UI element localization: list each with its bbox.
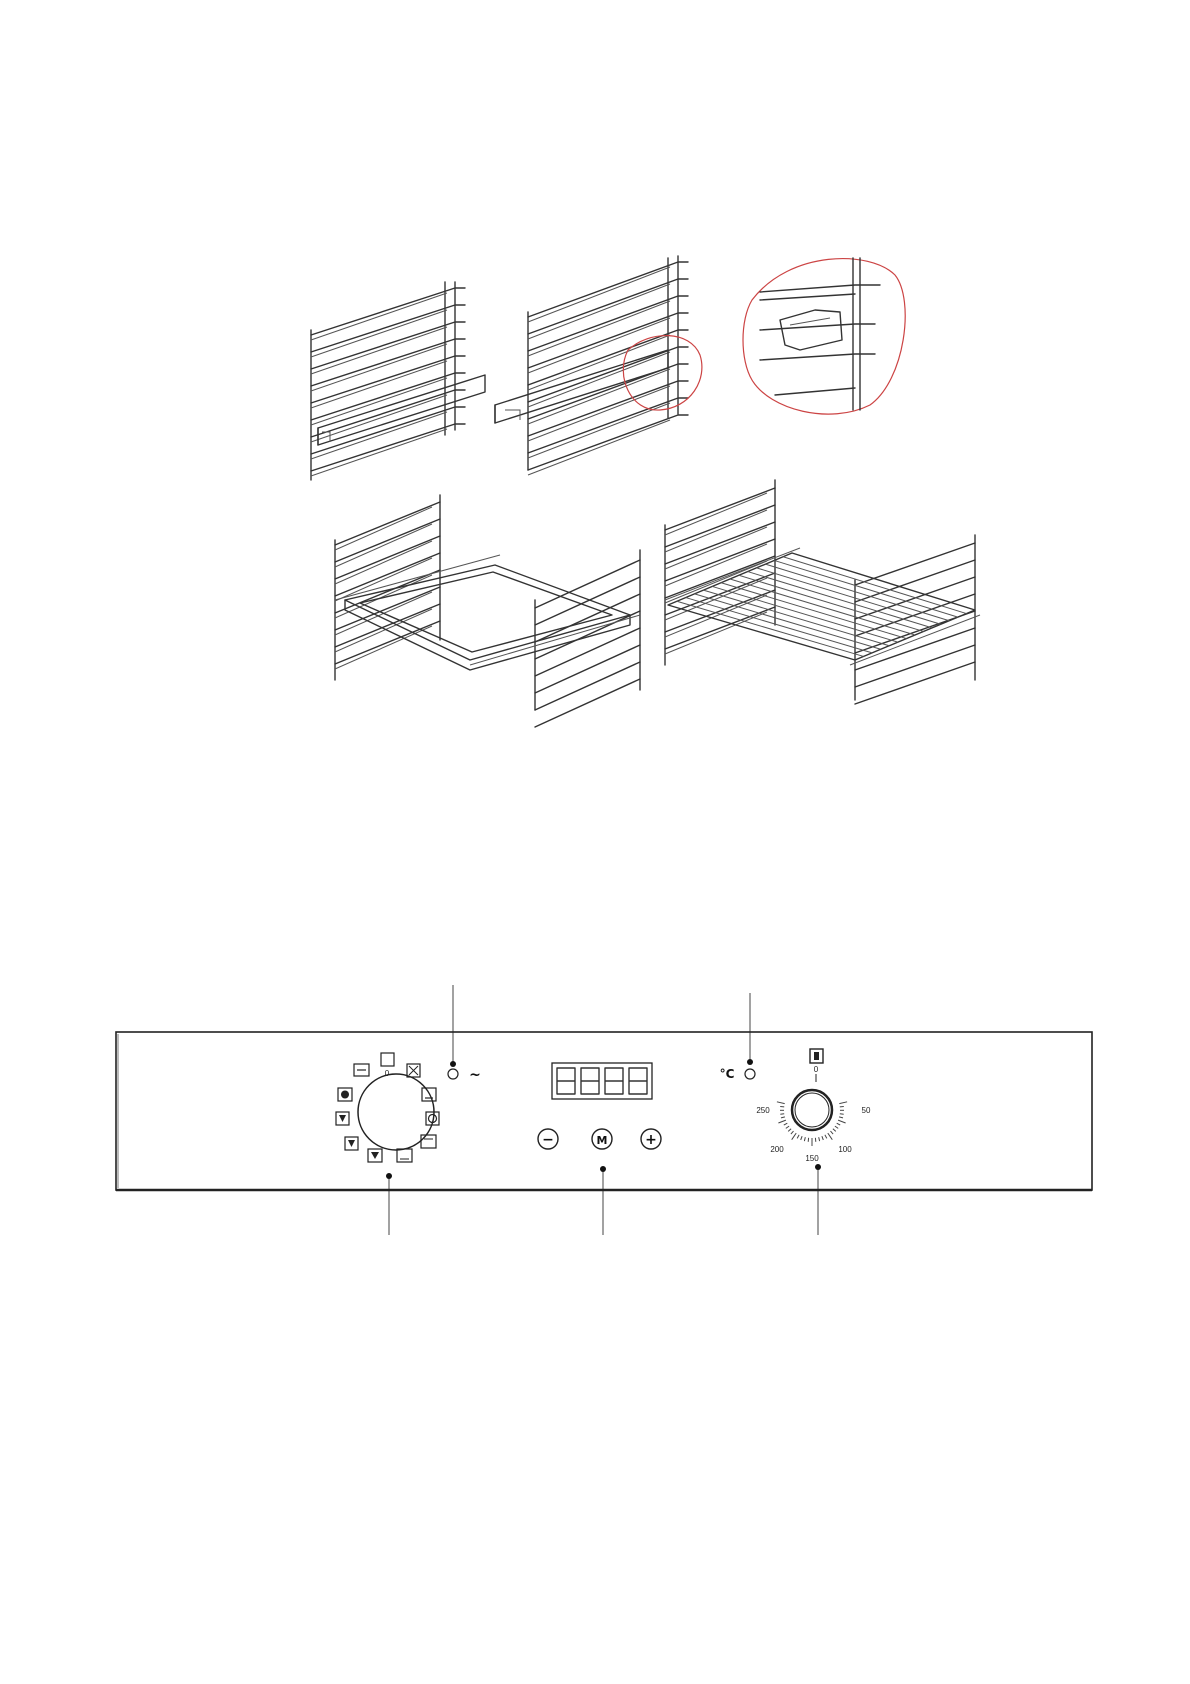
temp-label-200: 200 [770,1145,784,1154]
rack-rung [335,626,432,669]
power-symbol: ~ [469,1067,481,1083]
display-digit [605,1068,623,1094]
rack-rung [335,519,440,562]
rack-rung [788,1129,791,1132]
rack-rung [801,1136,802,1140]
rack-rung [528,262,688,317]
mode-button[interactable] [592,1129,612,1149]
display-digit [629,1068,647,1094]
rack-rung [311,378,447,425]
control-panel [116,985,1092,1235]
rack-rung [831,1131,834,1134]
rack-rung [311,429,447,476]
rack-rung [665,505,775,547]
rack-rung [781,1117,785,1118]
rack-rung [335,621,440,664]
rack-with-grid-illustration [665,480,980,704]
rack-rung [311,412,447,459]
minus-button[interactable] [538,1129,558,1149]
temp-label-100: 100 [838,1145,852,1154]
rack-rung [739,575,924,631]
rack-rung [311,327,447,374]
rack-rung [311,395,447,442]
rack-rung [804,1137,805,1141]
rack-with-tray-illustration [335,495,640,727]
function-knob[interactable] [358,1074,434,1150]
display-digit [557,1068,575,1094]
celsius-symbol: °C [719,1067,735,1081]
rack-rung [783,557,966,614]
rack-rung [686,598,872,653]
detail-zoom-illustration [743,258,905,414]
rack-rung [792,1133,797,1140]
rack-rung [838,1120,846,1123]
rack-rung [335,604,440,647]
rack-right-illustration [495,256,702,475]
rack-rung [835,1126,838,1128]
thermostat-indicator-light [745,1069,755,1079]
rack-rung [855,594,975,636]
rack-rung [528,267,670,322]
temp-label-150: 150 [805,1154,819,1163]
temp-zero-label: 0 [813,1065,819,1074]
rack-rung [839,1117,843,1118]
rack-rung [819,1137,820,1141]
rack-rung [822,1136,823,1140]
rack-rung [335,536,440,579]
rack-rung [311,310,447,357]
temp-label-250: 250 [756,1106,770,1115]
rack-rung [777,1102,785,1104]
rack-rung [780,1114,784,1115]
rack-rung [784,1123,788,1125]
rack-rung [335,570,440,613]
plus-symbol: + [645,1132,657,1148]
rack-rung [703,590,889,646]
temp-label-50: 50 [861,1106,871,1115]
rack-rung [825,1135,827,1139]
off-icon [381,1053,394,1066]
rack-rung [786,1126,789,1128]
oven-light-icon [397,1149,412,1162]
rack-rung [335,587,440,630]
rack-rung [855,662,975,704]
rack-rung [311,344,447,391]
rack-rung [791,1131,794,1134]
rack-rung [311,361,447,408]
rack-rung [837,1123,841,1125]
rack-rung [833,1129,836,1132]
plus-button[interactable] [641,1129,661,1149]
rack-rung [665,612,767,654]
rack-rung [311,293,447,340]
rack-rung [335,502,440,545]
minus-symbol: − [542,1132,554,1148]
rack-rung [840,1114,844,1115]
rack-rung [757,568,941,624]
rack-rung [774,560,958,617]
rack-rung [839,1102,847,1104]
rack-left-illustration [311,282,485,480]
mode-symbol: M [596,1134,608,1147]
rack-rung [855,560,975,602]
display-digit [581,1068,599,1094]
digital-display [552,1063,652,1099]
rack-rung [855,645,975,687]
rack-rung [778,1120,786,1123]
power-indicator-light [448,1069,458,1079]
rack-rung [797,1135,799,1139]
temperature-knob[interactable] [792,1090,832,1130]
rack-rung [828,1133,833,1140]
function-zero-label: 0 [384,1069,390,1078]
rack-rung [665,488,775,530]
rack-rung [528,284,670,339]
